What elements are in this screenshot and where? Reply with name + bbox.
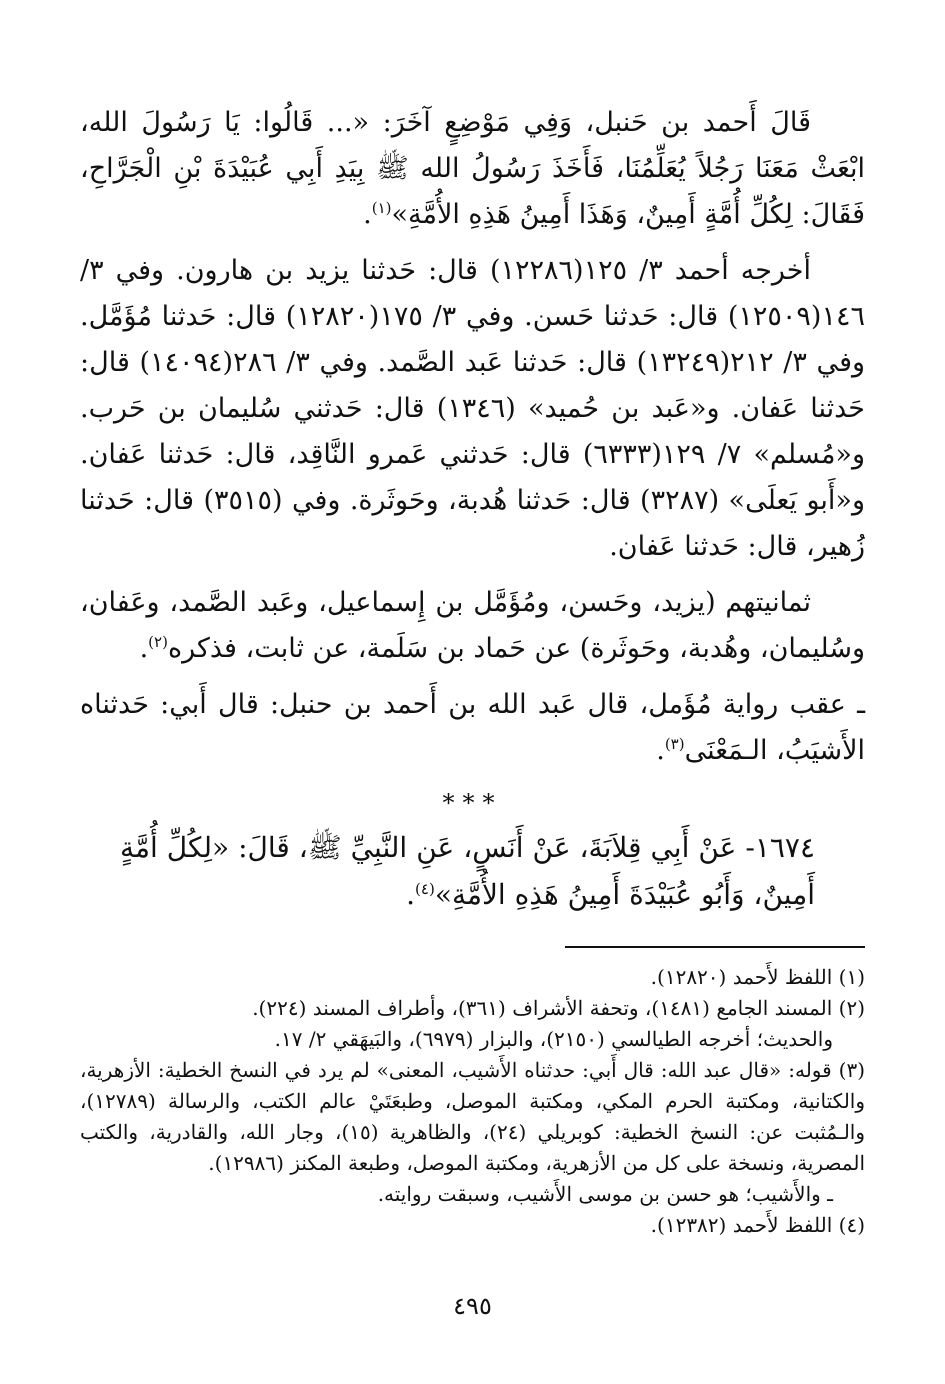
footnote-ref-4: (٤) <box>415 880 435 898</box>
narrators-paragraph-body: ثمانيتهم (يزيد، وحَسن، ومُؤَمَّل بن إِسماعيل، وعَبد الصَّمد، وعَفان، وسُليمان، وهُدبة، وحَوثَرة) عن حَماد بن سَلَمة، عن ثابت، فذكره <box>80 587 865 664</box>
hadith-1674-body: ١٦٧٤- عَنْ أَبِي قِلاَبَةَ، عَنْ أَنَسٍ، عَنِ النَّبِيِّ ﷺ، قَالَ: «لِكُلِّ أُمَّةٍ أَمِينٌ، وَأَبُو عُبَيْدَةَ أَمِينُ هَذِهِ الأُمَّةِ» <box>120 831 815 911</box>
note-paragraph: ـ عقب رواية مُؤَمل، قال عَبد الله بن أَحمد بن حنبل: قال أَبي: حَدثناه الأَشيَبُ، الـمَعْنَى$^{(٣)}$. <box>80 689 865 766</box>
page-number: ٤٩٥ <box>453 1292 492 1320</box>
footnote-ref-2: (٢) <box>148 633 168 651</box>
main-text <box>80 100 865 918</box>
hadith-1674-block <box>80 824 865 918</box>
footnote-4: (٤) اللفظ لأَحمد (١٢٣٨٢). <box>650 1213 865 1237</box>
footnotes <box>80 962 865 1241</box>
footnote-1: (١) اللفظ لأَحمد (١٢٨٢٠). <box>650 965 865 989</box>
footnote-3-continuation: ـ والأَشيب؛ هو حسن بن موسى الأَشيب، وسبقت روايته. <box>377 1182 833 1206</box>
footnote-divider <box>565 946 865 948</box>
section-separator: *** <box>442 789 503 817</box>
footnote-ref-3: (٣) <box>664 735 685 753</box>
takhrij-paragraph: أخرجه أحمد ٣/ ١٢٥(١٢٢٨٦) قال: حَدثنا يزيد بن هارون. وفي ٣/ ١٤٦(١٢٥٠٩) قال: حَدثنا حَسن. وفي ٣/ ١٧٥(١٢٨٢٠) قال: حَدثنا مُؤَمَّل. وفي ٣/ ٢١٢(١٣٢٤٩) قال: حَدثنا عَبد الصَّمد. وفي ٣/ ٢٨٦(١٤٠٩٤) قال: حَدثنا عَفان. و«عَبد بن حُميد» (١٣٤٦) قال: حَدثني سُليمان بن حَرب. و«مُسلم» ٧/ ١٢٩(٦٣٣٣) قال: حَدثني عَمرو النَّاقِد، قال: حَدثنا عَفان. و«أَبو يَعلَى» (٣٢٨٧) قال: حَدثنا هُدبة، وحَوثَرة. وفي (٣٥١٥) قال: حَدثنا زُهير، قال: حَدثنا عَفان. <box>80 255 866 562</box>
hadith-1674: ١٦٧٤- عَنْ أَبِي قِلاَبَةَ، عَنْ أَنَسٍ، عَنِ النَّبِيِّ ﷺ، قَالَ: «لِكُلِّ أُمَّةٍ أَمِينٌ، وَأَبُو عُبَيْدَةَ أَمِينُ هَذِهِ الأُمَّةِ»$^{(٤)}$. <box>120 831 815 911</box>
footnote-2-continuation: والحديث؛ أخرجه الطيالسي (٢١٥٠)، والبزار (٦٩٧٩)، والبَيهَقي ٢/ ١٧. <box>274 1027 833 1051</box>
footnote-ref-1: (١) <box>371 199 392 217</box>
narrators-paragraph: ثمانيتهم (يزيد، وحَسن، ومُؤَمَّل بن إِسماعيل، وعَبد الصَّمد، وعَفان، وسُليمان، وهُدبة، وحَوثَرة) عن حَماد بن سَلَمة، عن ثابت، فذكره$^{(٢)}$. <box>80 587 865 664</box>
hadith-text-ahmad-body: قَالَ أَحمد بن حَنبل، وَفِي مَوْضِعٍ آخَرَ: «... قَالُوا: يَا رَسُولَ الله، ابْعَثْ مَعَنَا رَجُلاً يُعَلِّمُنَا، فَأَخَذَ رَسُولُ الله ﷺ بِيَدِ أَبِي عُبَيْدَةَ بْنِ الْجَرَّاحِ، فَقَالَ: لِكُلِّ أُمَّةٍ أَمِينٌ، وَهَذَا أَمِينُ هَذِهِ الأُمَّةِ» <box>80 107 865 230</box>
footnote-2: (٢) المسند الجامع (١٤٨١)، وتحفة الأشراف (٣٦١)، وأطراف المسند (٢٢٤). <box>252 996 865 1020</box>
footnote-3: (٣) قوله: «قال عبد الله: قال أَبي: حدثناه الأَشيب، المعنى» لم يرد في النسخ الخطية: الأزهرية، والكتانية، ومكتبة الحرم المكي، ومكتبة الموصل، وطبعَتَيْ عالم الكتب، والرسالة (١٢٧٨٩)، والـمُثبت عن: النسخ الخطية: كوبريلي (٢٤)، والظاهرية (١٥)، وجار الله، والقادرية، والكتب المصرية، ونسخة على كل من الأزهرية، ومكتبة الموصل، وطبعة المكنز (١٢٩٨٦). <box>80 1058 865 1175</box>
hadith-text-ahmad: قَالَ أَحمد بن حَنبل، وَفِي مَوْضِعٍ آخَرَ: «... قَالُوا: يَا رَسُولَ الله، ابْعَثْ مَعَنَا رَجُلاً يُعَلِّمُنَا، فَأَخَذَ رَسُولُ الله ﷺ بِيَدِ أَبِي عُبَيْدَةَ بْنِ الْجَرَّاحِ، فَقَالَ: لِكُلِّ أُمَّةٍ أَمِينٌ، وَهَذَا أَمِينُ هَذِهِ الأُمَّةِ»$^{(١)}$. <box>80 107 865 230</box>
note-paragraph-body: ـ عقب رواية مُؤَمل، قال عَبد الله بن أَحمد بن حنبل: قال أَبي: حَدثناه الأَشيَبُ، الـمَعْنَى <box>80 689 865 766</box>
